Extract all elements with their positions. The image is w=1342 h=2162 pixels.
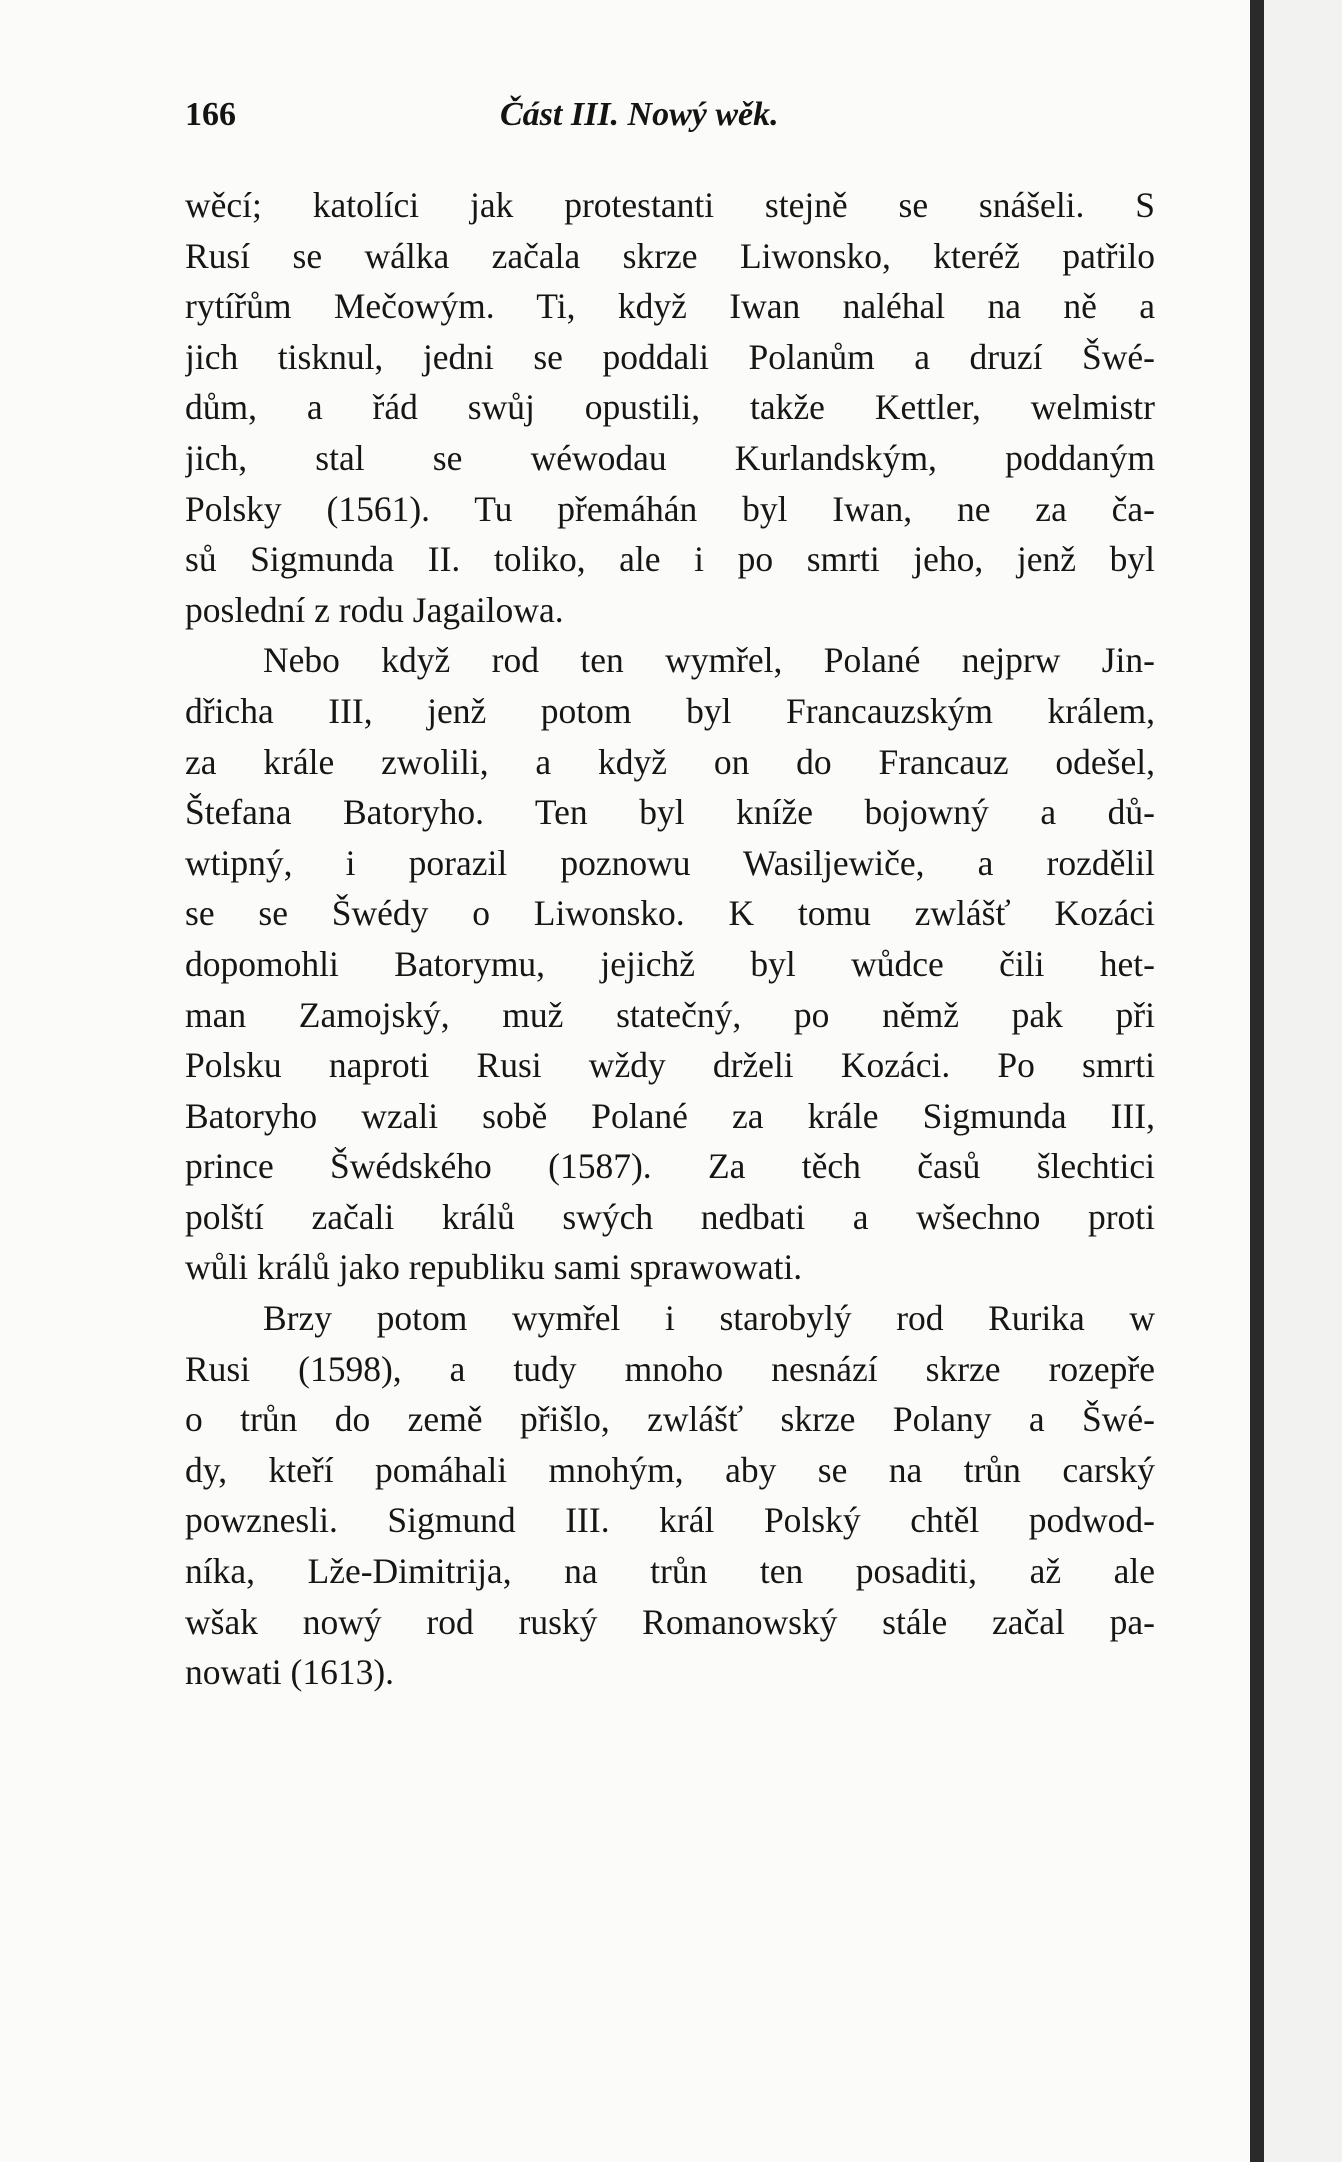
text-line: Brzy potom wymřel i starobylý rod Rurika w [263,1298,1155,1339]
text-line: o trůn do země přišlo, zwlášť skrze Polany a Šwé- [185,1399,1155,1440]
text-line: za krále zwolili, a když on do Francauz odešel, [185,741,1155,782]
page-header [185,96,1145,156]
text-line: se se Šwédy o Liwonsko. K tomu zwlášť Kozáci [185,893,1155,934]
text-line: powznesli. Sigmund III. král Polský chtěl podwod- [185,1500,1155,1541]
text-line: nowati (1613). [185,1652,395,1693]
scan-margin [1264,0,1342,2162]
text-line: wěcí; katolíci jak protestanti stejně se snášeli. S [185,185,1155,225]
page-number: 166 [185,96,236,133]
text-line: wtipný, i porazil poznowu Wasiljewiče, a rozdělil [185,842,1155,883]
text-line: poslední z rodu Jagailowa. [185,589,564,630]
text-line: Polsky (1561). Tu přemáhán byl Iwan, ne za ča- [185,488,1155,529]
text-line: níka, Lže-Dimitrija, na trůn ten posaditi, až ale [185,1551,1155,1592]
text-line: wůli králů jako republiku sami sprawowati. [185,1247,803,1288]
text-line: polští začali králů swých nedbati a wšechno proti [185,1196,1155,1237]
text-line: dřicha III, jenž potom byl Francauzským králem, [185,690,1155,731]
text-line: Štefana Batoryho. Ten byl kníže bojowný a dů- [185,792,1155,833]
text-line: jich, stal se wéwodau Kurlandským, poddaným [185,437,1155,478]
text-line: prince Šwédského (1587). Za těch časů šlechtici [185,1146,1155,1187]
text-line: Polsku naproti Rusi wždy drželi Kozáci. Po smrti [185,1045,1155,1086]
text-line: dy, kteří pomáhali mnohým, aby se na trůn carský [185,1449,1155,1490]
body-text [185,180,1155,1698]
text-line: jich tisknul, jedni se poddali Polanům a druzí Šwé- [185,336,1155,377]
running-head: Část III. Nowý wěk. [500,96,779,133]
text-line: dopomohli Batorymu, jejichž byl wůdce čili het- [185,943,1155,984]
text-line: dům, a řád swůj opustili, takže Kettler, welmistr [185,387,1155,428]
text-line: wšak nowý rod ruský Romanowský stále začal pa- [185,1601,1155,1642]
text-line: Rusi (1598), a tudy mnoho nesnází skrze rozepře [185,1348,1155,1389]
text-line: sů Sigmunda II. toliko, ale i po smrti jeho, jenž byl [185,539,1155,580]
text-line: Batoryho wzali sobě Polané za krále Sigmunda III, [185,1095,1155,1136]
page-edge-shadow [1250,0,1264,2162]
text-line: Nebo když rod ten wymřel, Polané nejprw Jin- [263,640,1155,681]
text-line: Rusí se wálka začala skrze Liwonsko, kteréž patřilo [185,235,1155,276]
text-line: man Zamojský, muž statečný, po němž pak při [185,994,1155,1035]
text-line: rytířům Mečowým. Ti, když Iwan naléhal na ně a [185,286,1155,327]
